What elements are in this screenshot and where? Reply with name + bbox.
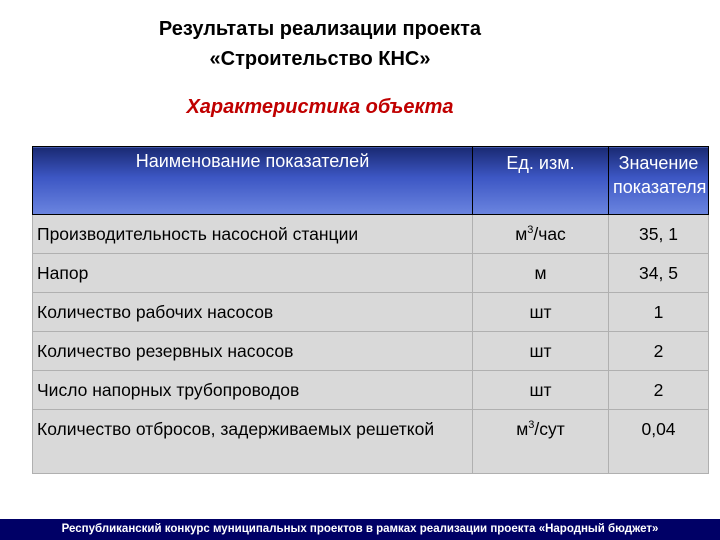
column-header-name: Наименование показателей: [33, 147, 473, 215]
row-name: Напор: [33, 254, 473, 293]
row-name: Количество отбросов, задерживаемых решеткой: [33, 410, 473, 474]
row-name: Количество рабочих насосов: [33, 293, 473, 332]
footer-banner: Республиканский конкурс муниципальных проектов в рамках реализации проекта «Народный бюджет»: [0, 519, 720, 540]
unit-rest: /час: [533, 224, 566, 244]
row-unit: [473, 293, 609, 332]
row-value: 1: [609, 293, 709, 332]
table-header-row: [33, 147, 709, 215]
row-value: 35, 1: [609, 215, 709, 254]
unit-base: шт: [529, 380, 552, 400]
row-unit: [473, 410, 609, 474]
row-value: 2: [609, 332, 709, 371]
unit-base: м: [516, 419, 529, 439]
table-row: [33, 215, 709, 254]
unit-superscript: 3: [527, 224, 534, 237]
row-unit: [473, 254, 609, 293]
unit-rest: /сут: [534, 419, 565, 439]
unit-superscript: 3: [528, 419, 535, 432]
unit-base: шт: [529, 302, 552, 322]
characteristics-table: [32, 146, 709, 474]
column-header-unit: Ед. изм.: [473, 147, 609, 215]
column-header-value: Значение показателя: [609, 147, 709, 215]
unit-base: м: [515, 224, 528, 244]
table-row: [33, 254, 709, 293]
unit-base: шт: [529, 341, 552, 361]
row-name: Количество резервных насосов: [33, 332, 473, 371]
page-title: [0, 14, 640, 74]
row-value: 0,04: [609, 410, 709, 474]
row-unit: [473, 332, 609, 371]
row-value: 2: [609, 371, 709, 410]
table-row: [33, 332, 709, 371]
section-subtitle: Характеристика объекта: [186, 96, 454, 118]
row-value: 34, 5: [609, 254, 709, 293]
table-row: [33, 371, 709, 410]
unit-base: м: [534, 263, 547, 283]
row-unit: [473, 215, 609, 254]
table-row: [33, 410, 709, 474]
row-unit: [473, 371, 609, 410]
title-line-2: «Строительство КНС»: [209, 48, 431, 70]
table-row: [33, 293, 709, 332]
title-line-1: Результаты реализации проекта: [158, 18, 482, 40]
row-name: Число напорных трубопроводов: [33, 371, 473, 410]
row-name: Производительность насосной станции: [33, 215, 473, 254]
